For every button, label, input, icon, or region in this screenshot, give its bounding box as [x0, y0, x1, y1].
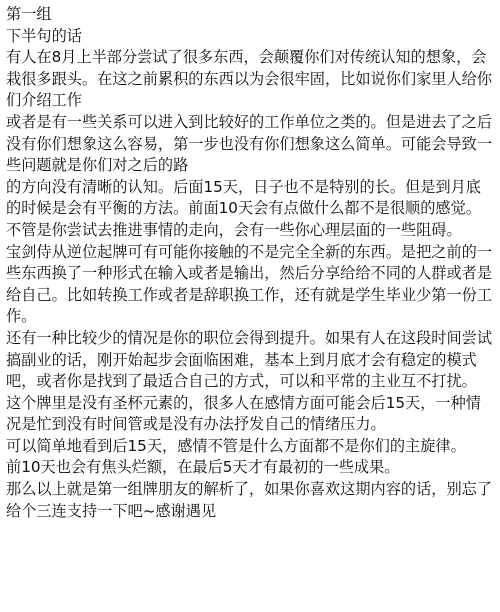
paragraph-8: 前10天也会有焦头烂额，在最后5天才有最初的一些成果。 [6, 458, 400, 477]
paragraph-7: 可以简单地看到后15天，感情不管是什么方面都不是你们的主旋律。 [6, 436, 466, 455]
paragraph-2: 或者是有一些关系可以进入到比较好的工作单位之类的。但是进去了之后没有你们想象这么容易，第一步也没有你们想象这么简单。可能会导致一些问题就是你们对之后的路 [6, 112, 492, 175]
paragraph-3: 的方向没有清晰的认知。后面15天，日子也不是特别的长。但是到月底的时候是会有平衡的方法。前面10天会有点做什么都不是很顺的感觉。不管是你尝试去推进事情的走向，会有一些你心理层面的一些阻碍。 [6, 177, 481, 239]
paragraph-5: 还有一种比较少的情况是你的职位会得到提升。如果有人在这段时间尝试搞副业的话，刚开始起步会面临困难，基本上到月底才会有稳定的模式吧，或者你是找到了最适合自己的方式，可以和平常的主业互不打扰。 [6, 328, 492, 391]
paragraph-4: 宝剑侍从逆位起牌可有可能你接触的不是完全全新的东西。是把之前的一些东西换了一种形式在输入或者是输出，然后分享给给不同的人群或者是给自己。比如转换工作或者是辞职换工作，还有就是学生毕业少第一份工作。 [6, 242, 492, 326]
section-subheading: 下半句的话 [6, 26, 82, 45]
document-body [6, 4, 494, 522]
group-heading: 第一组 [6, 5, 52, 23]
paragraph-6: 这个牌里是没有圣杯元素的，很多人在感情方面可能会后15天，一种情况是忙到没有时间管或是没有办法抒发自己的情绪压力。 [6, 393, 481, 434]
paragraph-1: 有人在8月上半部分尝试了很多东西，会颠覆你们对传统认知的想象，会栽很多跟头。在这之前累积的东西以为会很牢固，比如说你们家里人给你们介绍工作 [6, 48, 492, 110]
paragraph-9: 那么以上就是第一组牌朋友的解析了，如果你喜欢这期内容的话，别忘了给个三连支持一下吧~感谢遇见 [6, 480, 492, 520]
